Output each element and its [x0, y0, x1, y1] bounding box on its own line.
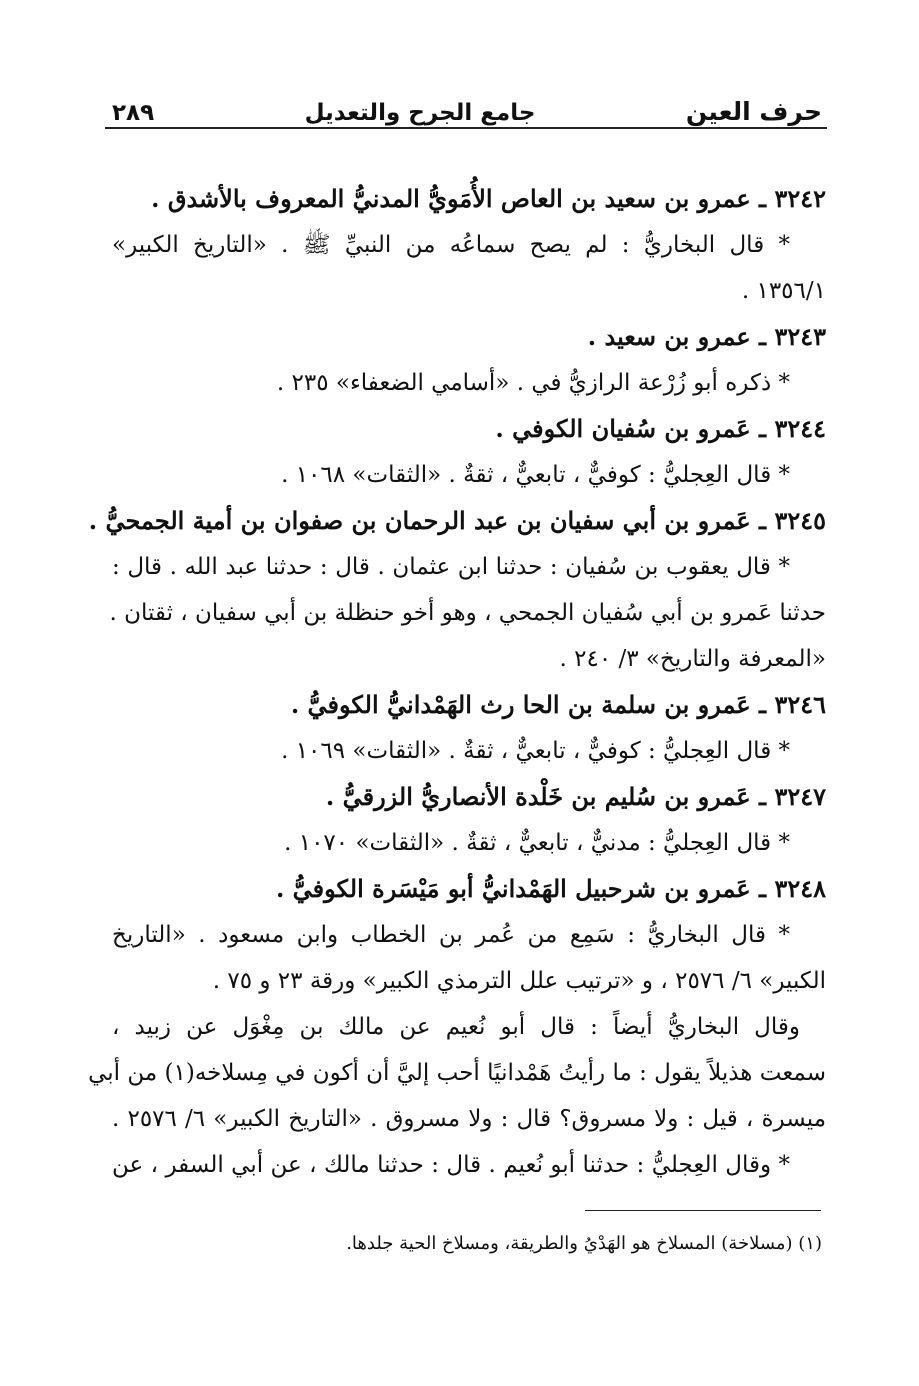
- header-divider: [105, 127, 827, 129]
- footnote: (١) (مسلاخة) المسلاخ هو الهَدْيُ والطريقة، ومسلاخ الحية جلدها.: [346, 1233, 822, 1254]
- page-body: [88, 176, 827, 1188]
- running-header: [112, 88, 822, 126]
- text-line: * قال البخاريُّ : لم يصح سماعُه من النبيِّ ﷺ . «التاريخ الكبير»: [112, 232, 790, 258]
- text-line: * قال البخاريُّ : سَمِع من عُمر بن الخطاب وابن مسعود . «التاريخ: [112, 922, 790, 948]
- text-line: * قال يعقوب بن سُفيان : حدثنا ابن عثمان . قال : حدثنا عبد الله . قال :: [112, 554, 790, 580]
- entry-heading-3244: ٣٢٤٤ ـ عَمرو بن سُفيان الكوفي .: [495, 414, 826, 443]
- header-section-title: حرف العين: [685, 97, 822, 126]
- entry-heading-3248: ٣٢٤٨ ـ عَمرو بن شرحبيل الهَمْدانيُّ أبو مَيْسَرة الكوفيُّ .: [275, 874, 826, 903]
- text-line: * قال العِجليُّ : مدنيٌّ ، تابعيٌّ ، ثقةٌ . «الثقات» ١٠٧٠ .: [284, 830, 790, 856]
- text-line: * ذكره أبو زُرْعة الرازيُّ في . «أسامي الضعفاء» ٢٣٥ .: [276, 370, 790, 396]
- text-line: وقال البخاريُّ أيضاً : قال أبو نُعيم عن مالك بن مِغْوَل عن زبيد ،: [112, 1014, 800, 1040]
- page-number: ٢٨٩: [112, 100, 155, 126]
- text-line: سمعت هذيلاً يقول : ما رأيتُ هَمْدانيًا أحب إليَّ أن أكون في مِسلاخه(١) من أبي: [88, 1060, 826, 1086]
- entry-heading-3246: ٣٢٤٦ ـ عَمرو بن سلمة بن الحا رث الهَمْدانيُّ الكوفيُّ .: [290, 690, 826, 719]
- footnote-divider: [585, 1210, 821, 1211]
- entry-heading-3243: ٣٢٤٣ ـ عمرو بن سعيد .: [587, 322, 826, 351]
- entry-heading-3242: ٣٢٤٢ ـ عمرو بن سعيد بن العاص الأُمَويُّ المدنيُّ المعروف بالأشدق .: [151, 184, 826, 213]
- text-line: * قال العِجليُّ : كوفيٌّ ، تابعيٌّ ، ثقةٌ . «الثقات» ١٠٦٩ .: [281, 738, 790, 764]
- header-book-title: جامع الجرح والتعديل: [304, 100, 536, 126]
- text-line: * قال العِجليُّ : كوفيٌّ ، تابعيٌّ ، ثقةٌ . «الثقات» ١٠٦٨ .: [281, 462, 790, 488]
- text-line: ١٣٥٦/١ .: [741, 278, 826, 304]
- text-line: ميسرة ، قيل : ولا مسروق؟ قال : ولا مسروق . «التاريخ الكبير» ٦/ ٢٥٧٦ .: [112, 1106, 827, 1132]
- text-line: «المعرفة والتاريخ» ٣/ ٢٤٠ .: [559, 646, 826, 672]
- entry-heading-3245: ٣٢٤٥ ـ عَمرو بن أبي سفيان بن عبد الرحمان بن صفوان بن أمية الجمحيُّ .: [88, 506, 826, 535]
- text-line: * وقال العِجليُّ : حدثنا أبو نُعيم . قال : حدثنا مالك ، عن أبي السفر ، عن: [112, 1152, 790, 1178]
- text-line: حدثنا عَمرو بن أبي سُفيان الجمحي ، وهو أخو حنظلة بن أبي سفيان ، ثقتان .: [109, 600, 826, 626]
- text-line: الكبير» ٦/ ٢٥٧٦ ، و «ترتيب علل الترمذي الكبير» ورقة ٢٣ و ٧٥ .: [212, 968, 826, 994]
- entry-heading-3247: ٣٢٤٧ ـ عَمرو بن سُليم بن خَلْدة الأنصاريُّ الزرقيُّ .: [325, 782, 826, 811]
